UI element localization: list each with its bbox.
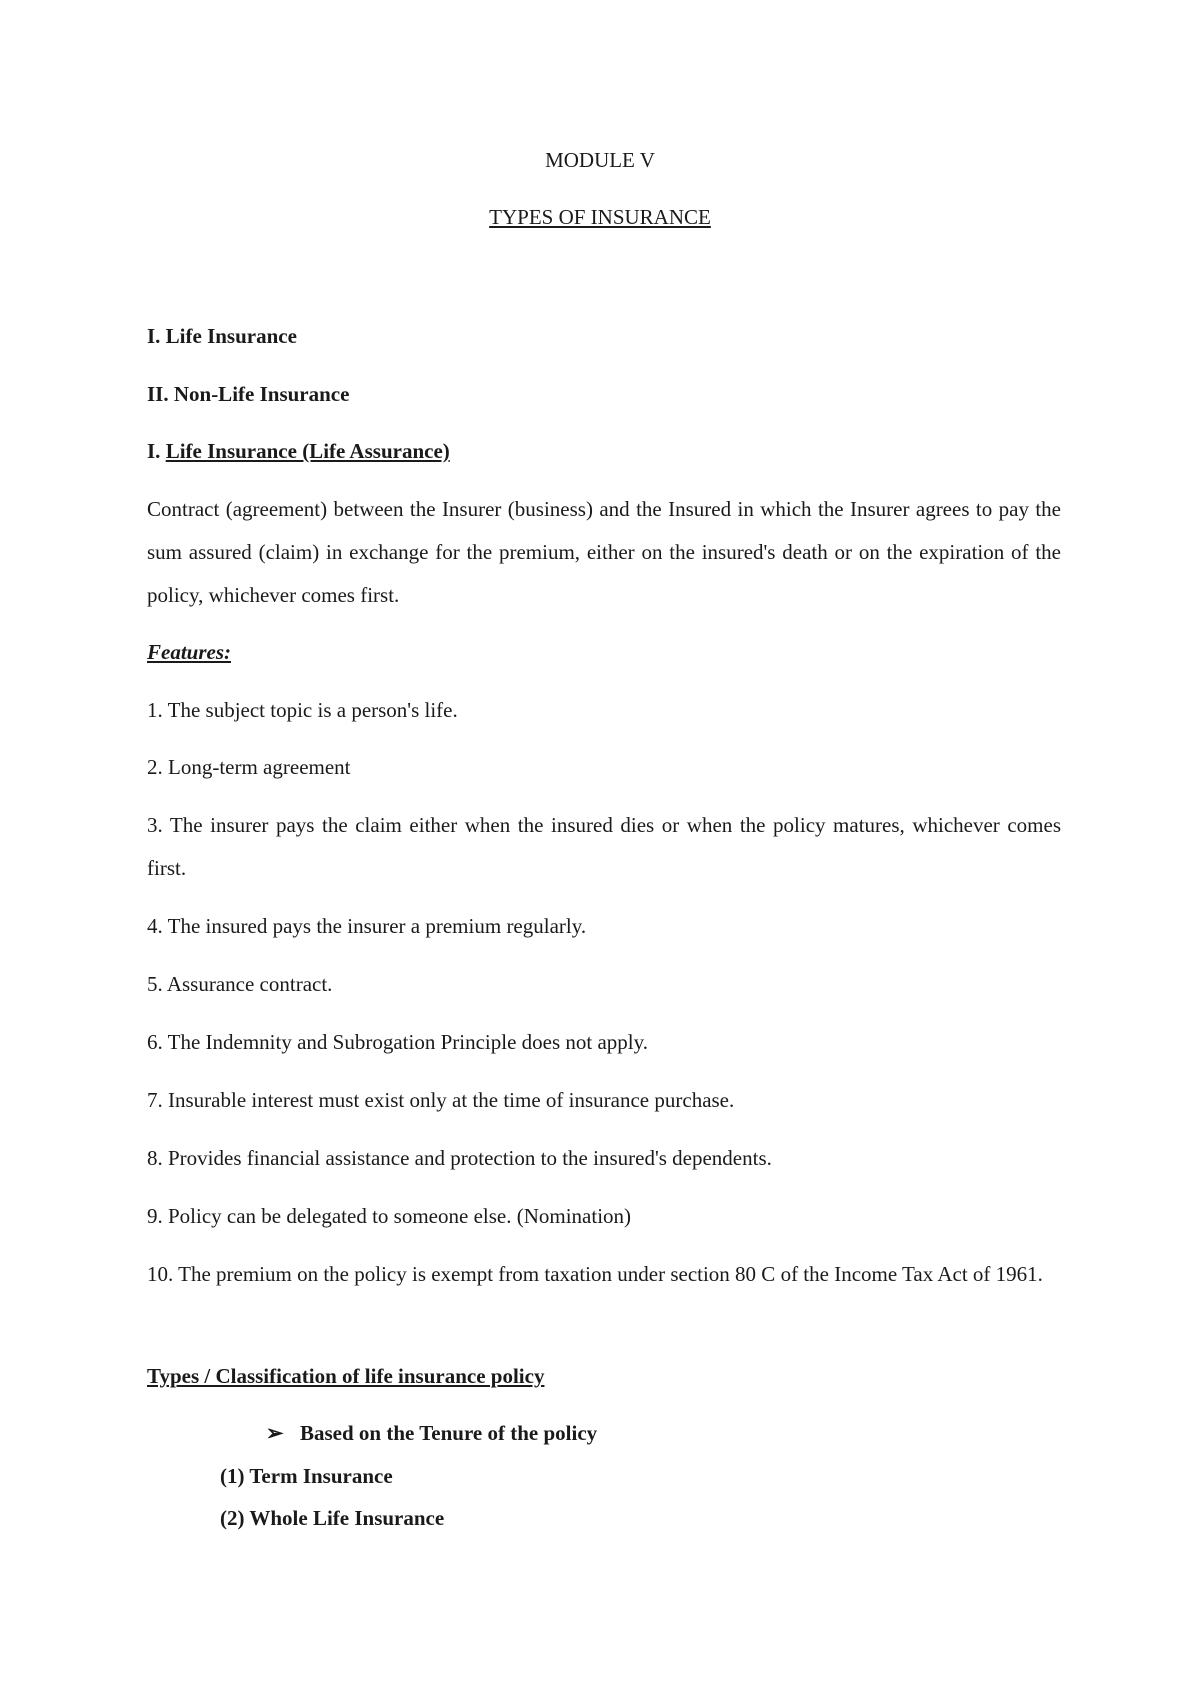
feature-item: 9. Policy can be delegated to someone else. (Nomination) bbox=[147, 1204, 632, 1228]
feature-item: 6. The Indemnity and Subrogation Principle does not apply. bbox=[147, 1030, 649, 1054]
module-label: MODULE V bbox=[545, 148, 655, 172]
toc-item-life: I. Life Insurance bbox=[147, 324, 297, 348]
section-prefix: I. bbox=[147, 439, 166, 463]
section-heading-life bbox=[147, 439, 450, 463]
toc-item-nonlife: II. Non-Life Insurance bbox=[147, 382, 350, 406]
feature-item: 4. The insured pays the insurer a premium regularly. bbox=[147, 914, 587, 938]
policy-type-item: (1) Term Insurance bbox=[220, 1464, 393, 1488]
policy-type-item: (2) Whole Life Insurance bbox=[220, 1506, 445, 1530]
feature-item: 1. The subject topic is a person's life. bbox=[147, 698, 458, 722]
classification-heading: Types / Classification of life insurance policy bbox=[147, 1364, 545, 1388]
features-heading: Features: bbox=[147, 640, 231, 664]
tenure-bullet bbox=[266, 1421, 597, 1445]
tenure-bullet-text: Based on the Tenure of the policy bbox=[300, 1421, 598, 1445]
feature-item: 7. Insurable interest must exist only at the time of insurance purchase. bbox=[147, 1088, 735, 1112]
feature-item: 2. Long-term agreement bbox=[147, 755, 351, 779]
section-heading-text: Life Insurance (Life Assurance) bbox=[165, 439, 450, 463]
feature-item: 10. The premium on the policy is exempt from taxation under section 80 C of the Income Tax Act of 1961. bbox=[147, 1262, 1043, 1286]
feature-item: 8. Provides financial assistance and protection to the insured's dependents. bbox=[147, 1146, 772, 1170]
feature-item: 5. Assurance contract. bbox=[147, 972, 333, 996]
arrow-bullet-icon: ➢ bbox=[266, 1421, 284, 1445]
document-title: TYPES OF INSURANCE bbox=[489, 205, 711, 229]
feature-item: 3. The insurer pays the claim either when the insured dies or when the policy matures, whichever comes first. bbox=[147, 813, 1061, 880]
definition-paragraph: Contract (agreement) between the Insurer (business) and the Insured in which the Insurer agrees to pay the sum assured (claim) in exchange for the premium, either on the insured's death or on the expiration of the policy, whichever comes first. bbox=[147, 497, 1061, 607]
